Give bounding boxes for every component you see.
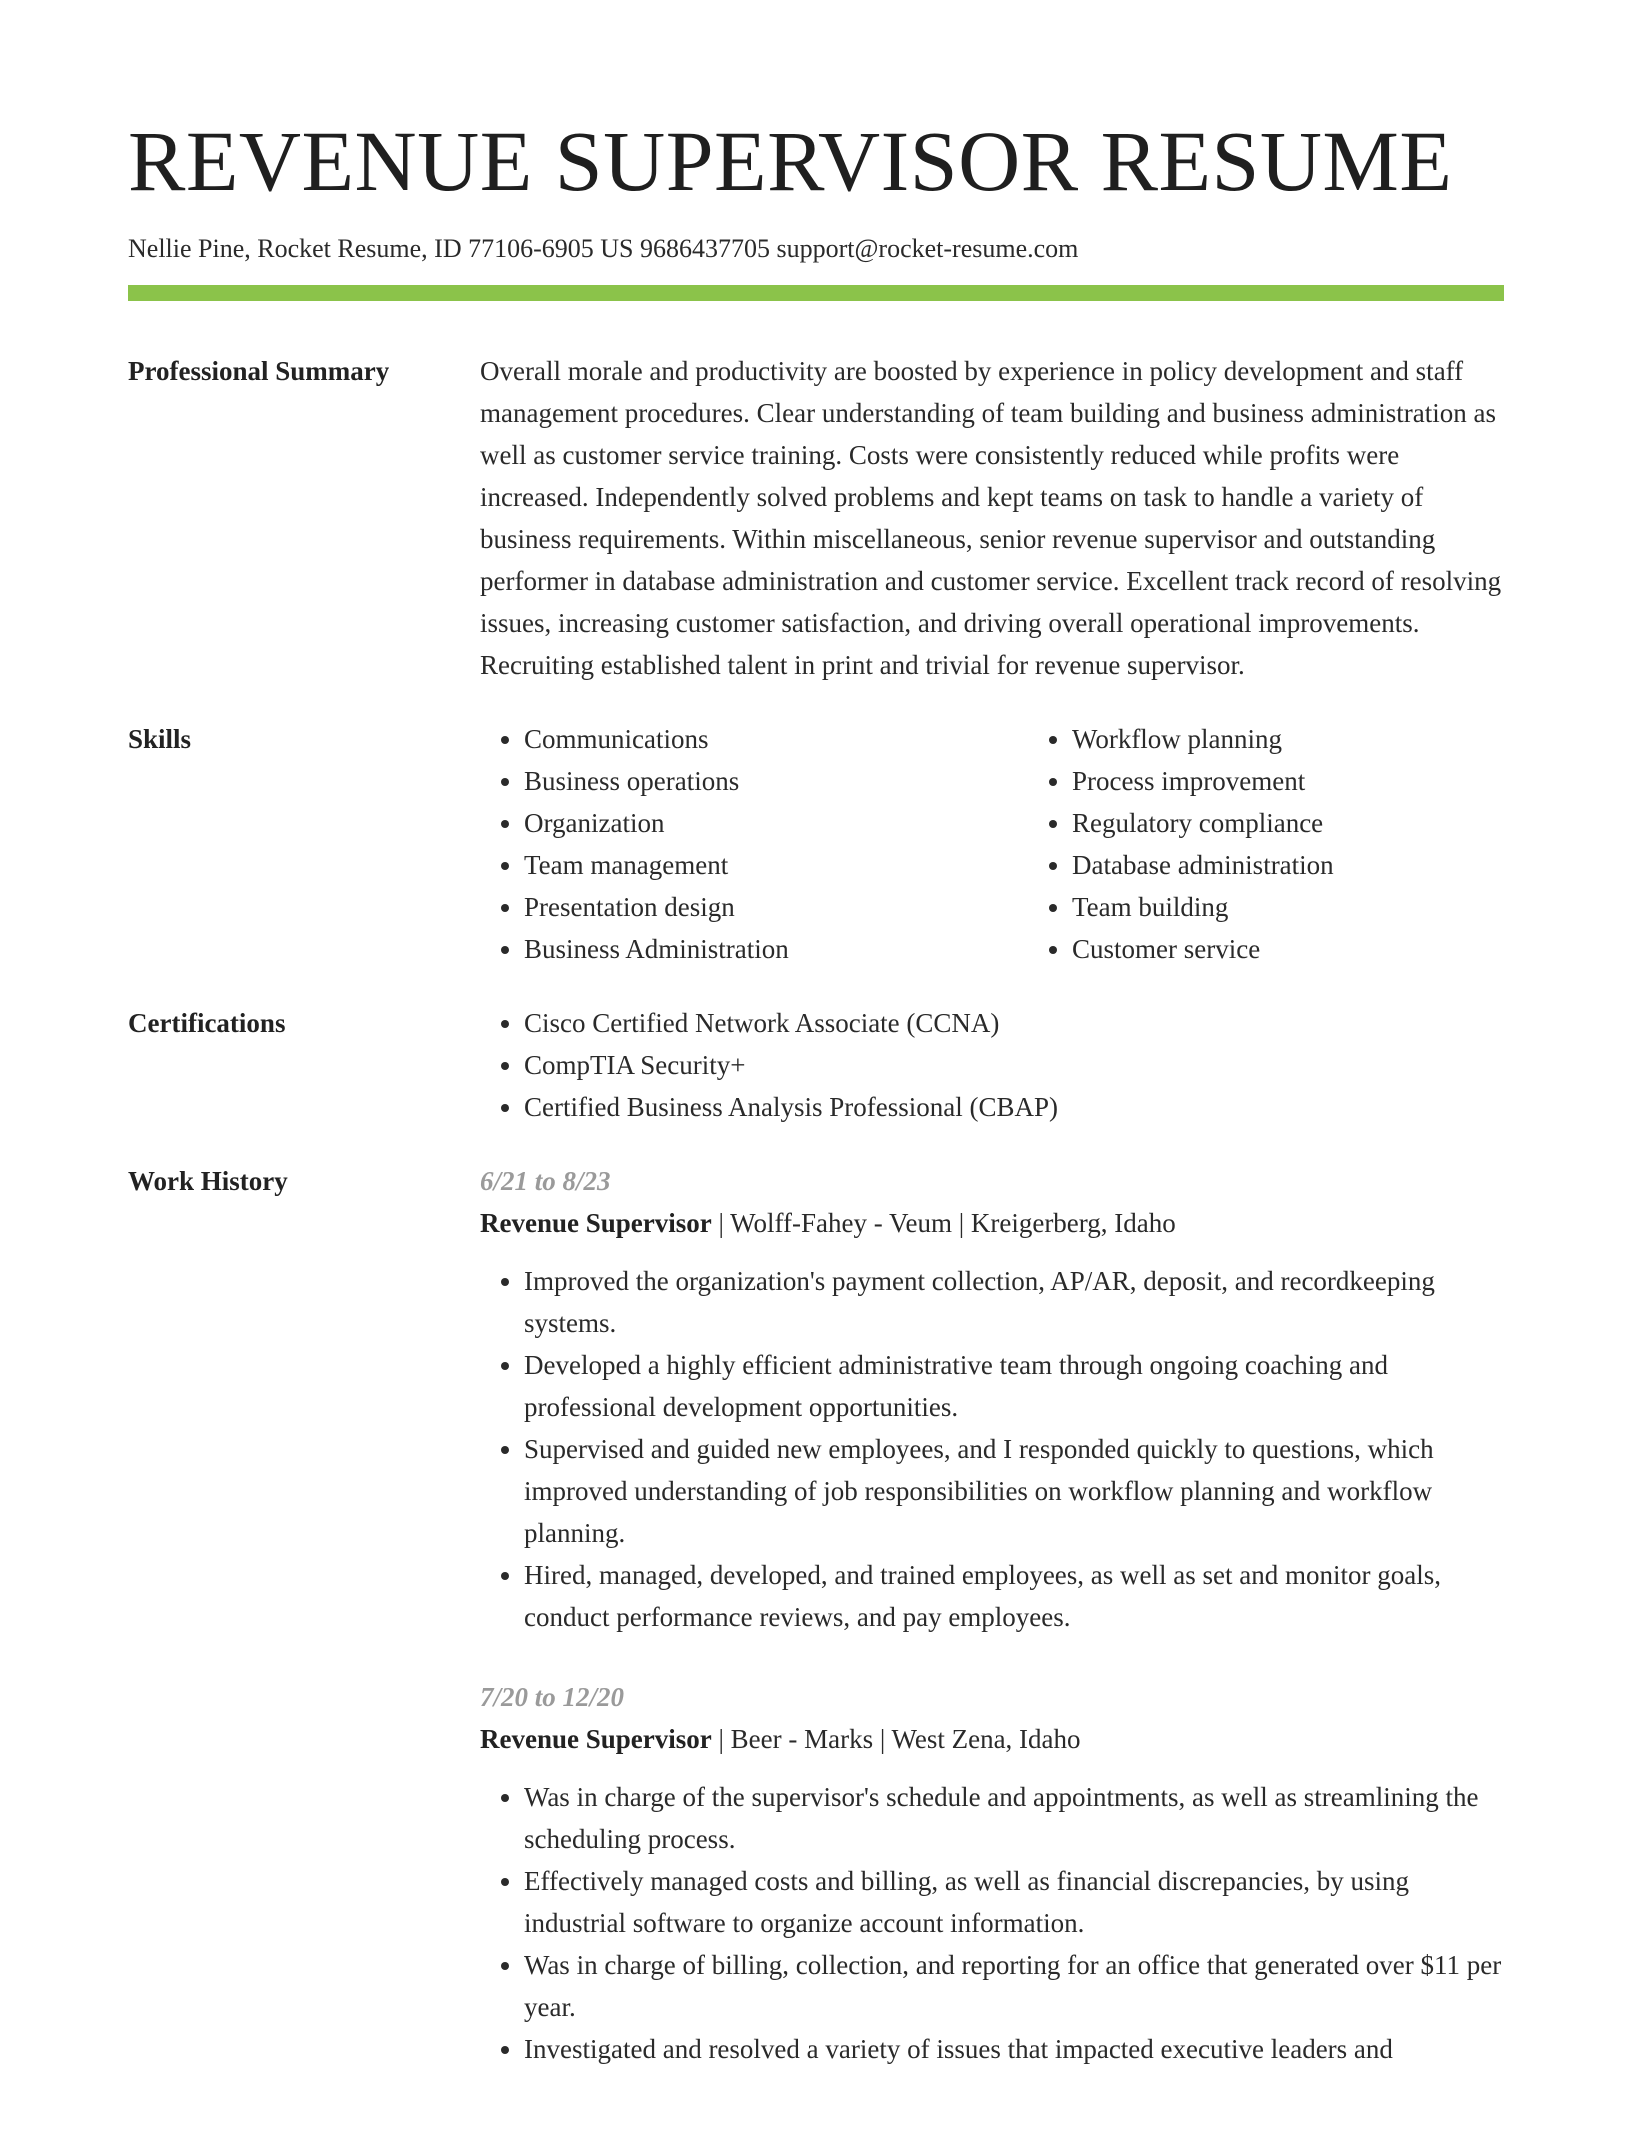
job-employer-location: | Wolff-Fahey - Veum | Kreigerberg, Idaho bbox=[711, 1208, 1176, 1238]
job-bullet: • Was in charge of billing, collection, and reporting for an office that generated over $11 per year. bbox=[524, 1944, 1504, 2028]
job-bullet: • Supervised and guided new employees, and I responded quickly to questions, which improved understanding of job responsibilities on workflow planning and workflow planning. bbox=[524, 1428, 1504, 1554]
job-bullets bbox=[480, 1260, 1504, 1638]
skills-column-left bbox=[480, 718, 1028, 970]
certification-item: • Cisco Certified Network Associate (CCNA) bbox=[524, 1002, 1504, 1044]
certifications-section bbox=[128, 1002, 1504, 1128]
skill-item: • Business operations bbox=[524, 760, 1028, 802]
skill-item: • Organization bbox=[524, 802, 1028, 844]
summary-text: Overall morale and productivity are boosted by experience in policy development and staff management procedures. Clear understanding of team building and business administration as well as customer service training. Costs were consistently reduced while profits were increased. Independently solved problems and kept teams on task to handle a variety of business requirements. Within miscellaneous, senior revenue supervisor and outstanding performer in database administration and customer service. Excellent track record of resolving issues, increasing customer satisfaction, and driving overall operational improvements. Recruiting established talent in print and trivial for revenue supervisor. bbox=[480, 356, 1502, 680]
resume-sections bbox=[128, 350, 1504, 2140]
section-label: Professional Summary bbox=[128, 356, 390, 386]
job-bullet: • Hired, managed, developed, and trained employees, as well as set and monitor goals, conduct performance reviews, and pay employees. bbox=[524, 1554, 1504, 1638]
resume-title: REVENUE SUPERVISOR RESUME bbox=[128, 113, 1453, 209]
skill-item: • Team building bbox=[1072, 886, 1576, 928]
certification-item: • Certified Business Analysis Professional (CBAP) bbox=[524, 1086, 1504, 1128]
certifications-list bbox=[480, 1002, 1504, 1128]
section-label: Certifications bbox=[128, 1008, 286, 1038]
job-entry bbox=[480, 1676, 1504, 2070]
skills-section bbox=[128, 718, 1504, 970]
job-heading bbox=[480, 1718, 1504, 1760]
job-heading bbox=[480, 1202, 1504, 1244]
job-bullet: • Improved the organization's payment collection, AP/AR, deposit, and recordkeeping systems. bbox=[524, 1260, 1504, 1344]
job-title: Revenue Supervisor bbox=[480, 1724, 712, 1754]
skill-item: • Database administration bbox=[1072, 844, 1576, 886]
skill-item: • Business Administration bbox=[524, 928, 1028, 970]
job-bullets bbox=[480, 1776, 1504, 2070]
skill-item: • Team management bbox=[524, 844, 1028, 886]
job-bullet: • Developed a highly efficient administrative team through ongoing coaching and professional development opportunities. bbox=[524, 1344, 1504, 1428]
section-label: Work History bbox=[128, 1166, 288, 1196]
job-dates: 6/21 to 8/23 bbox=[480, 1166, 611, 1196]
skill-item: • Workflow planning bbox=[1072, 718, 1576, 760]
skills-column-right bbox=[1028, 718, 1576, 970]
job-bullet: • Investigated and resolved a variety of issues that impacted executive leaders and bbox=[524, 2028, 1504, 2070]
contact-line: Nellie Pine, Rocket Resume, ID 77106-6905 US 9686437705 support@rocket-resume.com bbox=[128, 234, 1079, 263]
job-bullet: • Effectively managed costs and billing, as well as financial discrepancies, by using industrial software to organize account information. bbox=[524, 1860, 1504, 1944]
job-bullet: • Was in charge of the supervisor's schedule and appointments, as well as streamlining the scheduling process. bbox=[524, 1776, 1504, 1860]
job-entry bbox=[480, 1160, 1504, 1638]
skill-item: • Process improvement bbox=[1072, 760, 1576, 802]
skill-item: • Presentation design bbox=[524, 886, 1028, 928]
section-label: Skills bbox=[128, 724, 192, 754]
work-history-section bbox=[128, 1160, 1504, 2108]
skill-item: • Regulatory compliance bbox=[1072, 802, 1576, 844]
job-dates: 7/20 to 12/20 bbox=[480, 1682, 625, 1712]
certification-item: • CompTIA Security+ bbox=[524, 1044, 1504, 1086]
job-employer-location: | Beer - Marks | West Zena, Idaho bbox=[711, 1724, 1081, 1754]
accent-divider bbox=[128, 285, 1504, 301]
skill-item: • Communications bbox=[524, 718, 1028, 760]
job-title: Revenue Supervisor bbox=[480, 1208, 712, 1238]
skill-item: • Customer service bbox=[1072, 928, 1576, 970]
summary-section bbox=[128, 350, 1504, 686]
